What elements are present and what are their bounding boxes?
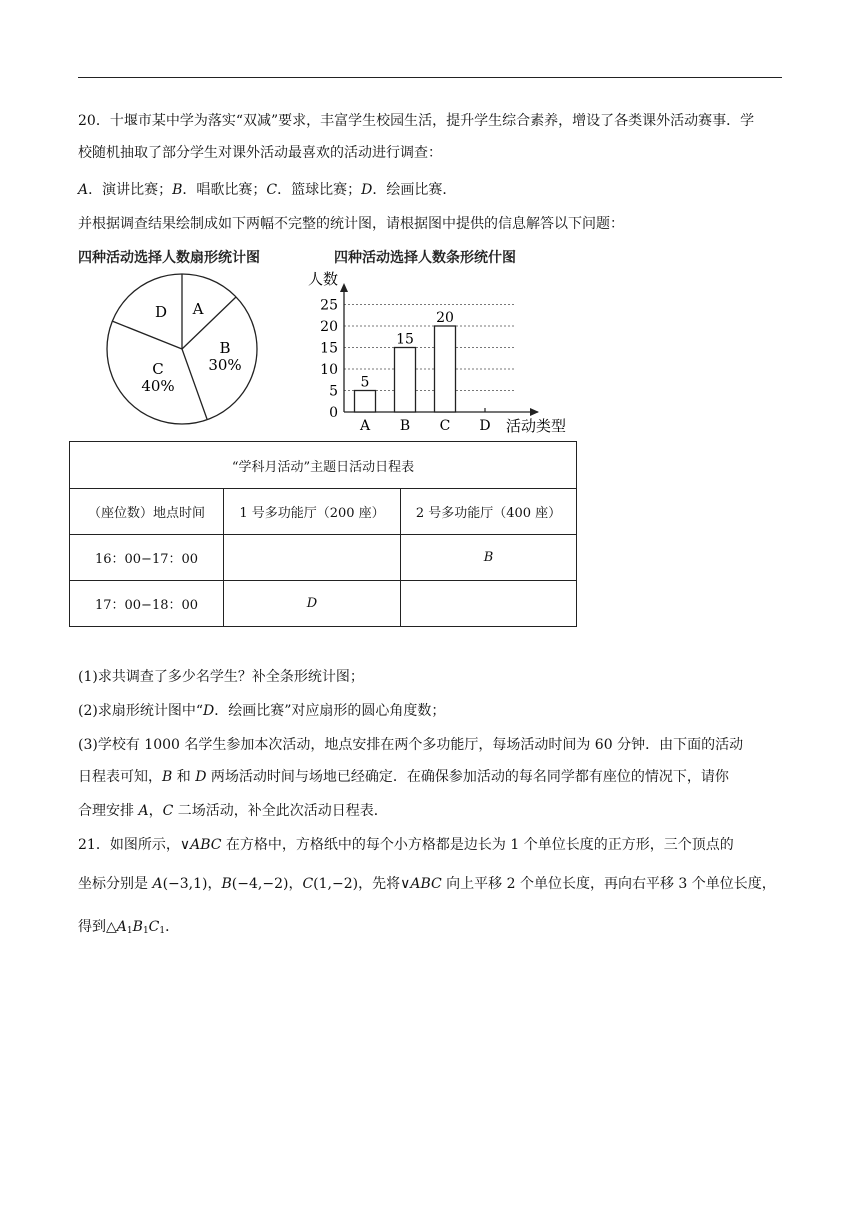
schedule-header-hall1: 1 号多功能厅（200 座）	[224, 489, 401, 535]
sub3-letter-c: C	[162, 803, 174, 819]
q21-text: 21．如图所示，	[78, 837, 180, 853]
pie-label-a: A	[192, 300, 204, 318]
triangle-name: ABC	[410, 876, 442, 892]
q21-text: ，	[288, 876, 303, 892]
q20-sub2	[78, 701, 798, 721]
schedule-hall2-cell	[401, 581, 577, 627]
option-d-text: ．绘画比赛．	[372, 182, 457, 198]
c1-letter: C	[148, 919, 160, 935]
bar-a	[355, 391, 376, 413]
bar-chart	[300, 266, 580, 436]
bar-xtick-label: A	[359, 418, 371, 434]
bar-chart-xlabel: 活动类型	[506, 417, 567, 435]
sub2-text-a: (2)求扇形统计图中“	[78, 703, 203, 719]
point-c-coords: (1,−2)	[313, 876, 359, 892]
schedule-header-row	[70, 489, 577, 535]
pie-label-b: B	[219, 339, 231, 357]
schedule-header-hall2: 2 号多功能厅（400 座）	[401, 489, 577, 535]
sub3-letter-d: D	[195, 769, 207, 785]
point-a-coords: (−3,1)	[162, 876, 208, 892]
q20-sub3-line3	[78, 801, 798, 821]
bar-ytick-label: 0	[329, 405, 338, 421]
point-c-letter: C	[302, 876, 314, 892]
schedule-hall1-cell: D	[224, 581, 401, 627]
q21-text: 向上平移 2 个单位长度，再向右平移 3 个单位长度，	[441, 876, 776, 892]
point-b-coords: (−4,−2)	[231, 876, 289, 892]
option-b-letter: B	[172, 182, 183, 198]
bar-ytick-label: 10	[320, 362, 338, 378]
bar-y-axis-arrow	[340, 283, 348, 292]
schedule-title: “学科月活动”主题日活动日程表	[70, 442, 577, 489]
schedule-row	[70, 581, 577, 627]
q21-text: ，先将	[358, 876, 401, 892]
q20-line4: 并根据调查结果绘制成如下两幅不完整的统计图，请根据图中提供的信息解答以下问题：	[78, 216, 624, 232]
bar-value-label: 5	[360, 374, 370, 391]
option-a-letter: A	[78, 182, 89, 198]
bar-xtick-label: C	[439, 418, 451, 434]
q20-line2: 校随机抽取了部分学生对课外活动最喜欢的活动进行调查：	[78, 145, 442, 161]
a1-letter: A	[116, 919, 127, 935]
q21-text: ．	[165, 919, 180, 935]
pie-label-c: C	[152, 360, 164, 378]
schedule-title-row	[70, 442, 577, 489]
bar-ytick-label: 20	[320, 319, 338, 335]
bar-ytick-label: 25	[320, 297, 338, 314]
schedule-time: 16：00−17：00	[70, 535, 224, 581]
bar-xtick-label: B	[399, 418, 411, 434]
q21-line3	[78, 917, 798, 941]
q20-sub3-line1: (3)学校有 1000 名学生参加本次活动，地点安排在两个多功能厅，每场活动时间为 60 分钟．由下面的活动	[78, 737, 744, 753]
bar-chart-title: 四种活动选择人数条形统什图	[334, 250, 516, 266]
sub3-text: 和	[172, 769, 196, 785]
sub3-text: 两场活动时间与场地已经确定．在确保参加活动的每名同学都有座位的情况下，请你	[206, 769, 729, 785]
bar-ytick-label: 5	[329, 383, 338, 400]
option-c-letter: C	[266, 182, 278, 198]
bar-chart-ylabel: 人数	[308, 270, 339, 288]
schedule-table	[69, 441, 577, 627]
pie-pct-c: 40%	[141, 377, 175, 395]
point-b-letter: B	[221, 876, 232, 892]
schedule-hall1-cell	[224, 535, 401, 581]
triangle-name: ABC	[190, 837, 222, 853]
option-a-text: ．演讲比赛；	[88, 182, 173, 198]
bar-value-label: 20	[436, 310, 454, 326]
q21-text: 得到△	[78, 919, 117, 935]
sub3-text: 合理安排	[78, 803, 139, 819]
pie-label-d: D	[154, 303, 168, 321]
q20-sub1: (1)求共调查了多少名学生？补全条形统计图；	[78, 669, 364, 685]
schedule-header-corner: （座位数）地点时间	[70, 489, 224, 535]
header-rule	[78, 77, 782, 78]
sub3-text: 日程表可知，	[78, 769, 162, 785]
pie-pct-b: 30%	[208, 356, 242, 374]
subscript-1: 1	[126, 926, 133, 936]
bar-b	[395, 348, 416, 413]
triangle-symbol: ∨	[400, 876, 411, 892]
option-c-text: ．篮球比赛；	[277, 182, 362, 198]
bar-ytick-label: 15	[320, 340, 338, 357]
q20-sub3-line2	[78, 767, 798, 787]
sub3-text: 二场活动，补全此次活动日程表．	[173, 803, 388, 819]
q21-line1	[78, 835, 798, 855]
sub2-letter: D	[203, 703, 215, 719]
triangle-symbol: ∨	[179, 837, 191, 853]
sub3-letter-a: A	[138, 803, 149, 819]
sub2-text-b: ．绘画比赛”对应扇形的圆心角度数；	[214, 703, 446, 719]
schedule-hall2-cell: B	[401, 535, 577, 581]
q20-options	[78, 180, 798, 200]
sub3-text: ，	[148, 803, 163, 819]
option-b-text: ．唱歌比赛；	[182, 182, 267, 198]
q21-line2	[78, 874, 798, 894]
q20-line1: 20．十堰市某中学为落实“双减”要求，丰富学生校园生活，提升学生综合素养，增设了各类课外活动赛事．学	[78, 113, 755, 129]
bar-x-axis-arrow	[530, 408, 539, 416]
q21-text: 坐标分别是	[78, 876, 153, 892]
subscript-1: 1	[159, 926, 166, 936]
q21-text: 在方格中，方格纸中的每个小方格都是边长为 1 个单位长度的正方形，三个顶点的	[221, 837, 734, 853]
bar-value-label: 15	[396, 331, 414, 348]
bar-c	[435, 326, 456, 412]
option-d-letter: D	[361, 182, 373, 198]
sub3-letter-b: B	[162, 769, 173, 785]
bar-xtick-label: D	[479, 418, 491, 434]
pie-chart	[100, 270, 270, 425]
schedule-time: 17：00−18：00	[70, 581, 224, 627]
point-a-letter: A	[152, 876, 163, 892]
subscript-1: 1	[142, 926, 149, 936]
pie-chart-title: 四种活动选择人数扇形统计图	[78, 250, 260, 266]
b1-letter: B	[132, 919, 143, 935]
schedule-row	[70, 535, 577, 581]
q21-text: ，	[207, 876, 222, 892]
